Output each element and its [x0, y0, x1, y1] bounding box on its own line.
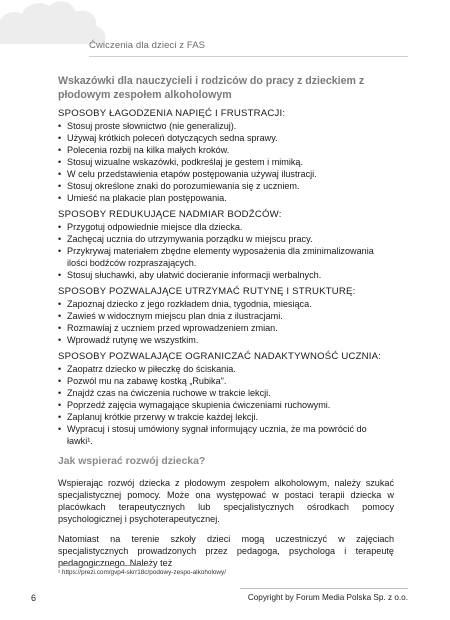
- main-content: [58, 74, 394, 577]
- cloud-logo-icon: [0, 0, 110, 44]
- page-number: 6: [31, 593, 37, 603]
- list-item: • Polecenia rozbij na kilka małych kroków.: [58, 144, 394, 156]
- list-item: • Wypracuj i stosuj umówiony sygnał informujący ucznia, że ma powrócić do ławki¹.: [58, 423, 394, 447]
- tips-section-tension: [58, 108, 394, 204]
- footnote: ¹ https://prezi.com/gvp4-skrr18c/podowy-zespo-alkoholowy/: [58, 569, 227, 576]
- list-item: • Używaj krótkich poleceń dotyczących sedna sprawy.: [58, 132, 394, 144]
- section-heading: Wskazówki dla nauczycieli i rodziców do pracy z dzieckiem z płodowym zespołem alkoholowym: [58, 75, 365, 101]
- footnote-divider: [58, 565, 152, 566]
- header-divider: [89, 56, 408, 57]
- list-item: • Przygotuj odpowiednie miejsce dla dziecka.: [58, 221, 394, 233]
- list-item: • Stosuj słuchawki, aby ułatwić docieranie informacji werbalnych.: [58, 269, 394, 281]
- list-item: • Zachęcaj ucznia do utrzymywania porządku w miejscu pracy.: [58, 233, 394, 245]
- body-paragraph: Wspierając rozwój dziecka z płodowym zespołem alkoholowym, należy szukać specjalistycznej pomocy. Może ona występować w postaci terapii dziecka w placówkach terapeutycznych lub specjalistycznych ośrodkach pomocy psychologicznej i psychoterapeutycznej.: [58, 478, 394, 524]
- tips-section-routine: [58, 286, 394, 346]
- section-title: SPOSOBY ŁAGODZENIA NAPIĘĆ I FRUSTRACJI:: [58, 108, 286, 119]
- list-item: • Zawieś w widocznym miejscu plan dnia z ilustracjami.: [58, 310, 394, 322]
- bullet-list: [58, 221, 394, 281]
- subsection-heading: Jak wspierać rozwój dziecka?: [58, 456, 206, 467]
- list-item: • Stosuj proste słownictwo (nie generalizuj).: [58, 120, 394, 132]
- list-item: • Umieść na plakacie plan postępowania.: [58, 192, 394, 204]
- list-item: • W celu przedstawienia etapów postępowania używaj ilustracji.: [58, 168, 394, 180]
- footer-divider: [240, 588, 408, 589]
- list-item: • Stosuj określone znaki do porozumiewania się z uczniem.: [58, 180, 394, 192]
- body-paragraph: Natomiast na terenie szkoły dzieci mogą uczestniczyć w zajęciach specjalistycznych prowadzonych przez pedagoga, psychologa i terapeutę pedagogicznego. Należy też: [58, 534, 394, 568]
- list-item: • Zaplanuj krótkie przerwy w trakcie każdej lekcji.: [58, 411, 394, 423]
- list-item: • Rozmawiaj z uczniem przed wprowadzeniem zmian.: [58, 322, 394, 334]
- list-item: • Wprowadź rutynę we wszystkim.: [58, 334, 394, 346]
- running-header: Ćwiczenia dla dzieci z FAS: [89, 40, 206, 51]
- list-item: • Zaopatrz dziecko w piłeczkę do ściskania.: [58, 363, 394, 375]
- bullet-list: [58, 298, 394, 346]
- section-title: SPOSOBY POZWALAJĄCE OGRANICZAĆ NADAKTYWNOŚĆ UCZNIA:: [58, 351, 382, 362]
- list-item: • Poprzedź zajęcia wymagające skupienia ćwiczeniami ruchowymi.: [58, 399, 394, 411]
- list-item: • Przykrywaj materiałem zbędne elementy wyposażenia dla zminimalizowania ilości bodźców rozpraszających.: [58, 245, 394, 269]
- bullet-list: [58, 363, 394, 447]
- bullet-list: [58, 120, 394, 204]
- copyright-notice: Copyright by Forum Media Polska Sp. z o.o.: [247, 593, 408, 602]
- section-title: SPOSOBY REDUKUJĄCE NADMIAR BODŹCÓW:: [58, 209, 282, 220]
- list-item: • Stosuj wizualne wskazówki, podkreślaj je gestem i mimiką.: [58, 156, 394, 168]
- tips-section-stimuli: [58, 209, 394, 281]
- list-item: • Zapoznaj dziecko z jego rozkładem dnia, tygodnia, miesiąca.: [58, 298, 394, 310]
- tips-section-hyperactivity: [58, 351, 394, 447]
- list-item: • Pozwól mu na zabawę kostką „Rubika".: [58, 375, 394, 387]
- list-item: • Znajdź czas na ćwiczenia ruchowe w trakcie lekcji.: [58, 387, 394, 399]
- section-title: SPOSOBY POZWALAJĄCE UTRZYMAĆ RUTYNĘ I STRUKTURĘ:: [58, 286, 356, 297]
